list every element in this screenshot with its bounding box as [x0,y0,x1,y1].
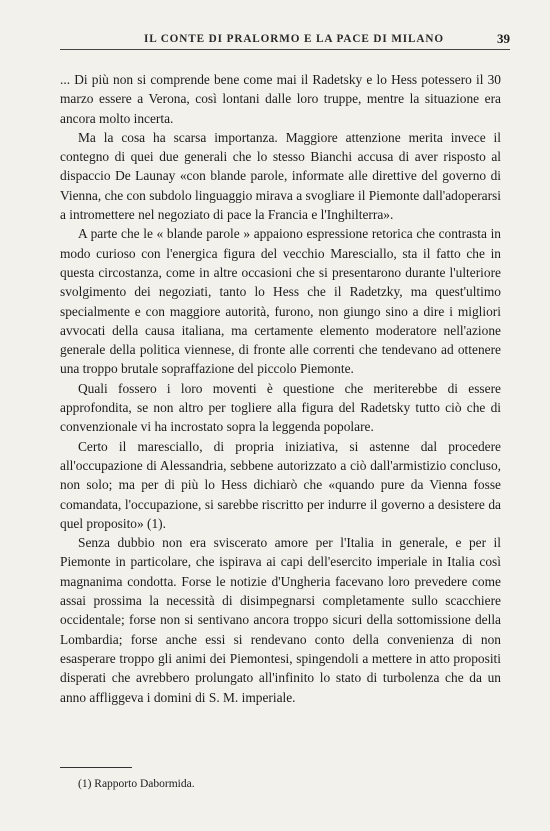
paragraph: Certo il maresciallo, di propria iniziativa, si astenne dal procedere all'occupazione di Alessandria, sebbene autorizzato a ciò dall'armistizio concluso, non solo; ma per di più lo Hess dichiarò che «quando pure da Vienna fosse comandata, l'occupazione, si sarebbe riscritto per indurre il governo a desistere da quel proposito» (1). [60,438,501,531]
paragraph: Ma la cosa ha scarsa importanza. Maggiore attenzione merita invece il contegno di quei due generali che lo stesso Bianchi accusa di aver risposto al dispaccio De Launay «con blande parole, informate alle direttive del governo di Vienna, che con subdolo linguaggio mirava a svogliare il Piemonte dall'adoperarsi a intromettere nel negoziato di pace la Francia e l'Inghilterra». [60,129,501,223]
footnote-divider [60,767,132,768]
paragraph: ... Di più non si comprende bene come mai il Radetsky e lo Hess potessero il 30 marzo essere a Verona, così lontani dalle loro truppe, mentre la situazione era ancora molto incerta. [60,72,501,126]
footnote: (1) Rapporto Dabormida. [78,778,195,790]
paragraph: Quali fossero i loro moventi è questione che meriterebbe di essere approfondita, se non altro per togliere alla figura del Radetsky tutto ciò che di convenzionale vi ha incrostato sopra la leggenda popolare. [60,380,501,435]
page-number: 39 [497,31,510,46]
paragraph: A parte che le « blande parole » appaiono espressione retorica che contrasta in modo curioso con l'energica figura del vecchio Maresciallo, sta il fatto che in questa circostanza, come in altre occasioni che si presentarono durante l'ulteriore svolgimento dei negoziati, tanto lo Hess che il Radetzky, ma quest'ultimo specialmente e con maggiore autorità, furono, non giungo sino a dire i migliori avvocati della causa italiana, ma certamente elemento moderatore nell'azione generale della politica viennese, di fronte alle correnti che tendevano ad ottenere una troppo brutale sopraffazione del piccolo Piemonte. [60,226,501,377]
page-header [60,29,510,50]
paragraph: Senza dubbio non era sviscerato amore per l'Italia in generale, e per il Piemonte in particolare, che ispirava ai capi dell'esercito imperiale in Italia così magnanima condotta. Forse le notizie d'Ungheria facevano loro prevedere come assai prossima la necessità di disimpegnarsi completamente sullo scacchiere occidentale; forse non si sentivano ancora troppo sicuri della sottomissione della Lombardia; forse anche essi si rendevano conto della convenienza di non esasperare troppo gli animi dei Piemontesi, spingendoli a mettere in atto propositi disperati che avrebbero prolungato all'infinito lo stato di turbolenza che da un anno affliggeva i domini di S. M. imperiale. [60,535,501,705]
running-title: IL CONTE DI PRALORMO E LA PACE DI MILANO [144,33,444,45]
body-text [60,70,501,707]
